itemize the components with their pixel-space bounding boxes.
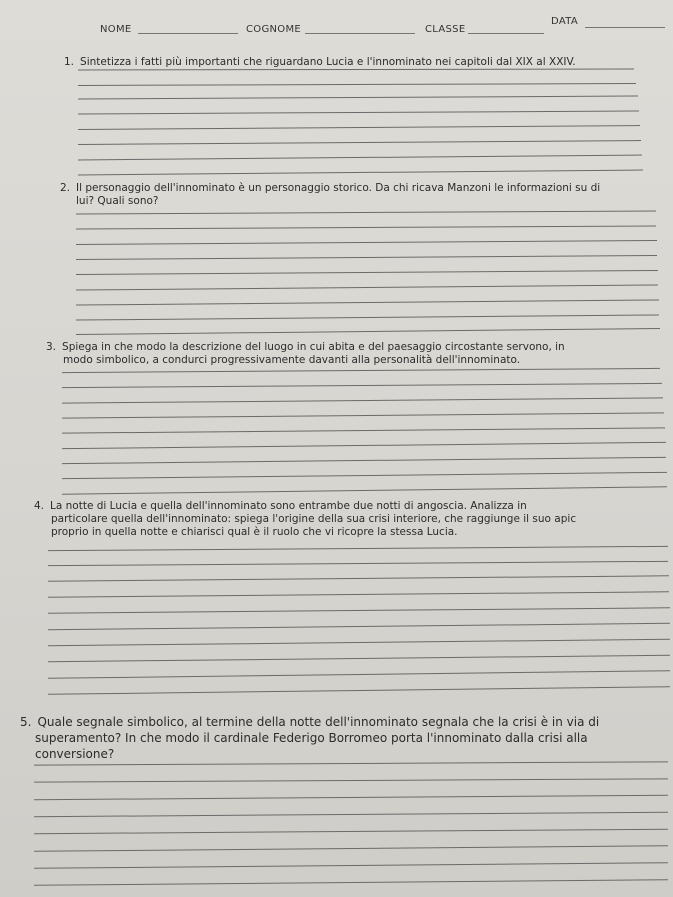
answer-line[interactable] xyxy=(78,111,639,115)
answer-line[interactable] xyxy=(76,314,659,320)
answer-line[interactable] xyxy=(76,225,656,229)
question-text-line: superamento? In che modo il cardinale Federigo Borromeo porta l'innominato dalla crisi alla xyxy=(35,731,588,745)
answer-line[interactable] xyxy=(76,255,657,260)
question-number: 2. xyxy=(60,182,71,194)
answer-line[interactable] xyxy=(76,210,656,214)
answer-line[interactable] xyxy=(48,591,669,597)
answer-line[interactable] xyxy=(62,383,662,388)
answer-line[interactable] xyxy=(76,328,660,335)
answer-line[interactable] xyxy=(48,607,670,613)
answer-line[interactable] xyxy=(62,472,667,479)
answer-line[interactable] xyxy=(76,270,658,275)
nome-label: NOME xyxy=(100,24,132,35)
answer-line[interactable] xyxy=(48,639,670,647)
answer-line[interactable] xyxy=(48,670,670,679)
question-number: 5. xyxy=(20,715,32,729)
answer-line[interactable] xyxy=(34,812,668,817)
answer-line[interactable] xyxy=(48,575,669,581)
question-text-line: La notte di Lucia e quella dell'innominato sono entrambe due notti di angoscia. Analizza in xyxy=(50,500,527,512)
question-1 xyxy=(64,56,576,69)
answer-line[interactable] xyxy=(78,69,634,71)
nome-line xyxy=(138,33,238,34)
question-text-line: modo simbolico, a condurci progressivamente davanti alla personalità dell'innominato. xyxy=(63,354,521,366)
question-5 xyxy=(20,714,599,762)
answer-line[interactable] xyxy=(48,561,668,566)
answer-line[interactable] xyxy=(48,686,670,695)
answer-line[interactable] xyxy=(76,240,657,245)
cognome-line xyxy=(305,33,415,34)
answer-line[interactable] xyxy=(78,155,642,161)
answer-line[interactable] xyxy=(62,457,666,464)
question-text-line: particolare quella dell'innominato: spiega l'origine della sua crisi interiore, che raggiunge il suo apic xyxy=(51,513,577,525)
question-number: 3. xyxy=(46,341,57,353)
question-text-line: Sintetizza i fatti più importanti che riguardano Lucia e l'innominato nei capitoli dal XIX al XXIV. xyxy=(80,56,576,68)
question-2 xyxy=(60,182,600,208)
classe-label: CLASSE xyxy=(425,24,466,35)
cognome-label: COGNOME xyxy=(246,24,302,35)
answer-line[interactable] xyxy=(34,778,668,782)
answer-line[interactable] xyxy=(78,170,643,176)
question-text-line: conversione? xyxy=(35,747,115,761)
answer-line[interactable] xyxy=(78,140,641,145)
question-4 xyxy=(34,500,576,539)
answer-line[interactable] xyxy=(78,83,636,86)
answer-line[interactable] xyxy=(34,829,668,834)
answer-line[interactable] xyxy=(48,655,670,663)
answer-line[interactable] xyxy=(62,427,665,433)
classe-line xyxy=(468,33,544,34)
answer-line[interactable] xyxy=(34,795,668,800)
answer-line[interactable] xyxy=(34,879,668,886)
answer-line[interactable] xyxy=(48,546,668,551)
answer-line[interactable] xyxy=(62,442,666,449)
answer-line[interactable] xyxy=(78,125,640,130)
answer-line[interactable] xyxy=(34,845,668,852)
data-label: DATA xyxy=(551,16,578,27)
answer-line[interactable] xyxy=(62,368,660,373)
question-number: 4. xyxy=(34,500,45,512)
answer-line[interactable] xyxy=(76,299,659,305)
data-line xyxy=(585,27,665,28)
answer-line[interactable] xyxy=(62,486,667,494)
question-3 xyxy=(46,341,565,367)
question-text-line: proprio in quella notte e chiarisci qual è il ruolo che vi ricopre la stessa Lucia. xyxy=(51,526,458,538)
answer-line[interactable] xyxy=(34,862,668,869)
answer-line[interactable] xyxy=(78,96,638,100)
answer-line[interactable] xyxy=(48,623,670,631)
question-text-line: Quale segnale simbolico, al termine della notte dell'innominato segnala che la crisi è in via di xyxy=(37,715,600,729)
question-text-line: Spiega in che modo la descrizione del luogo in cui abita e del paesaggio circostante servono, in xyxy=(62,341,565,353)
question-number: 1. xyxy=(64,56,75,68)
answer-line[interactable] xyxy=(62,412,664,418)
question-text-line: lui? Quali sono? xyxy=(76,195,159,207)
answer-line[interactable] xyxy=(76,284,658,290)
question-text-line: Il personaggio dell'innominato è un personaggio storico. Da chi ricava Manzoni le informazioni su di xyxy=(76,182,601,194)
answer-line[interactable] xyxy=(62,397,663,403)
